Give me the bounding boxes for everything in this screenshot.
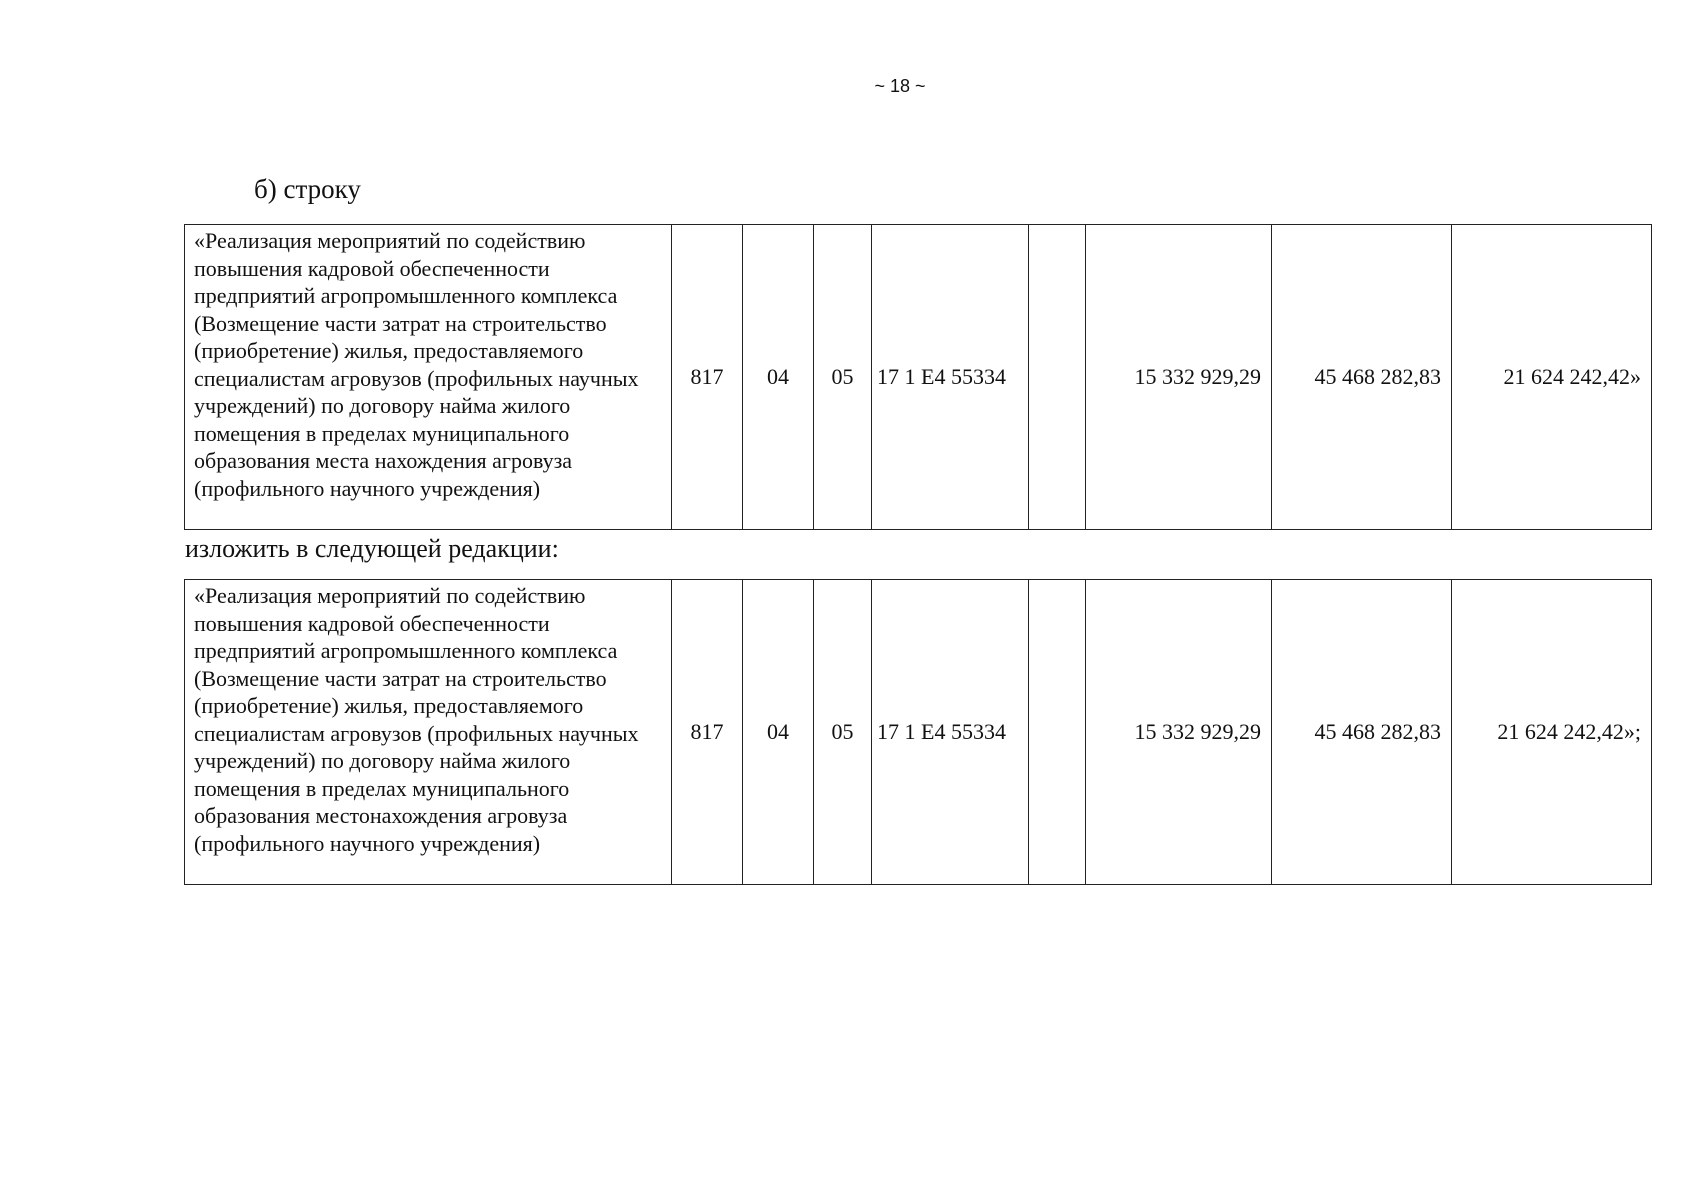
intro-text: б) строку [254, 174, 361, 204]
expense-type-code [1029, 580, 1086, 885]
old-row-table [184, 224, 1652, 530]
section-code: 04 [743, 225, 814, 530]
subsection-code: 05 [814, 580, 872, 885]
target-article-code: 17 1 E4 55334 [872, 225, 1029, 530]
ministry-code: 817 [672, 225, 743, 530]
page-number: ~ 18 ~ [874, 76, 926, 96]
row-description: «Реализация мероприятий по содействию повышения кадровой обеспеченности предприятий агропромышленного комплекса (Возмещение части затрат на строительство (приобретение) жилья, предоставляемого специалистам агровузов (профильных научных учреждений) по договору найма жилого помещения в пределах муниципального образования местонахождения агровуза (профильного научного учреждения) [185, 580, 672, 885]
target-article-code: 17 1 E4 55334 [872, 580, 1029, 885]
table-row [185, 580, 1652, 885]
amount-2: 45 468 282,83 [1272, 225, 1452, 530]
amount-3: 21 624 242,42»; [1452, 580, 1652, 885]
row-description: «Реализация мероприятий по содействию повышения кадровой обеспеченности предприятий агропромышленного комплекса (Возмещение части затрат на строительство (приобретение) жилья, предоставляемого специалистам агровузов (профильных научных учреждений) по договору найма жилого помещения в пределах муниципального образования места нахождения агровуза (профильного научного учреждения) [185, 225, 672, 530]
amendment-text: изложить в следующей редакции: [185, 534, 559, 563]
amount-1: 15 332 929,29 [1086, 580, 1272, 885]
ministry-code: 817 [672, 580, 743, 885]
amount-2: 45 468 282,83 [1272, 580, 1452, 885]
expense-type-code [1029, 225, 1086, 530]
amount-3: 21 624 242,42» [1452, 225, 1652, 530]
subsection-code: 05 [814, 225, 872, 530]
section-code: 04 [743, 580, 814, 885]
new-row-table [184, 579, 1652, 885]
table-row [185, 225, 1652, 530]
amount-1: 15 332 929,29 [1086, 225, 1272, 530]
